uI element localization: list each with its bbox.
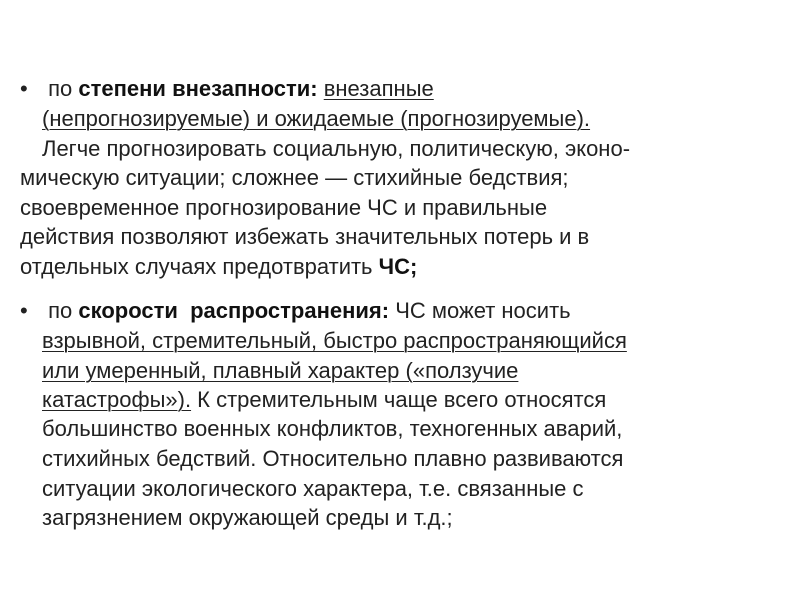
item-1-line-6 [20,222,589,252]
term-bold: ЧС; [378,254,418,279]
item-2-line-7 [42,474,584,504]
item-2-line-8 [42,503,453,533]
item-1-line-1 [20,74,434,104]
text-underlined: взрывной, стремительный, быстро распространяющийся [42,328,627,353]
item-1-line-7 [20,252,417,282]
text-run: стихийных бедствий. Относительно плавно развиваются [42,446,624,471]
text-run: мическую ситуации; сложнее — стихийные бедствия; [20,165,569,190]
item-2-line-4 [42,385,606,415]
text-underlined: внезапные [323,76,434,101]
term-bold: степени внезапности: [78,76,318,101]
text-run: ЧС может носить [389,298,571,323]
item-2-line-5 [42,414,622,444]
item-1-line-3 [42,134,630,164]
item-1-line-2 [42,104,590,134]
text-underlined: или умеренный, плавный характер («ползучие [42,358,519,383]
text-run: К стремительным чаще всего относятся [191,387,607,412]
text-run: действия позволяют избежать значительных потерь и в [20,224,590,249]
text-run: своевременное прогнозирование ЧС и правильные [20,195,548,220]
text-run: по [42,76,79,101]
text-run: ситуации экологического характера, т.е. связанные с [42,476,584,501]
item-2-line-3 [42,356,518,386]
text-underlined: катастрофы»). [42,387,192,412]
item-2-line-6 [42,444,623,474]
text-run: отдельных случаях предотвратить [20,254,379,279]
item-2-line-2 [42,326,627,356]
item-1-line-5 [20,193,547,223]
text-run: Легче прогнозировать социальную, политическую, эконо- [42,136,631,161]
item-2-line-1 [20,296,571,326]
bullet-1: • [20,76,28,101]
text-run: большинство военных конфликтов, техногенных аварий, [42,416,623,441]
text-run: загрязнением окружающей среды и т.д.; [42,505,453,530]
term-bold: скорости распространения: [78,298,390,323]
bullet-2: • [20,298,28,323]
item-1-line-4 [20,163,569,193]
text-underlined: (непрогнозируемые) и ожидаемые (прогнозируемые). [42,106,591,131]
text-run: по [42,298,79,323]
